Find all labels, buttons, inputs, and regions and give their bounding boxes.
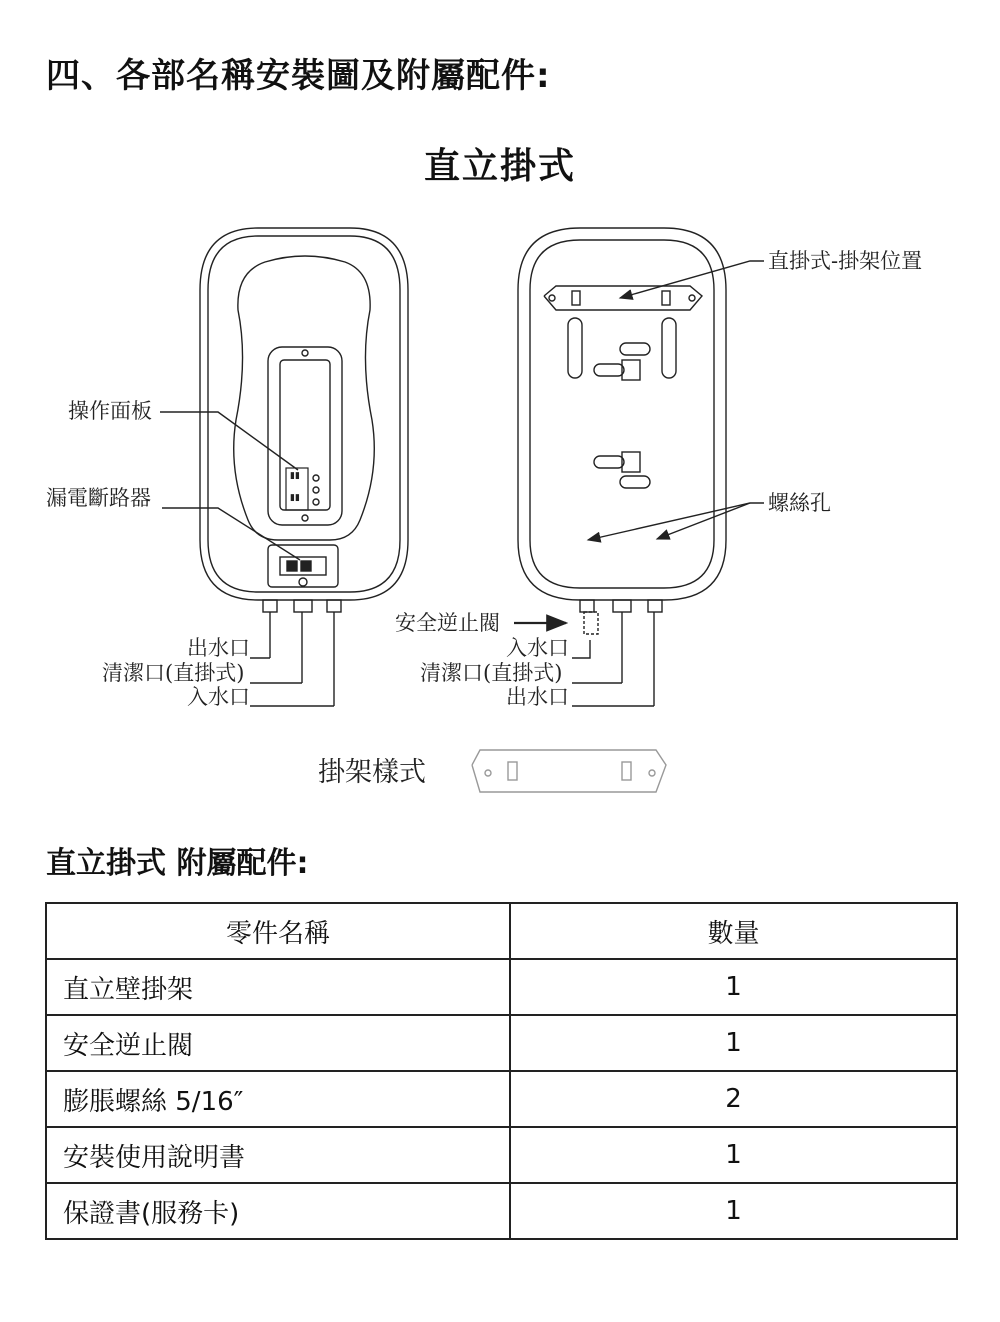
part-qty: 1 [510, 959, 957, 1015]
header-quantity: 數量 [510, 903, 957, 959]
table-row [46, 1015, 957, 1071]
table-row [46, 1127, 957, 1183]
label-outlet-left: 出水口 [187, 636, 250, 660]
front-view-heater [200, 228, 408, 612]
back-view-heater [518, 228, 726, 634]
table-row [46, 1183, 957, 1239]
label-screw-holes: 螺絲孔 [768, 491, 831, 515]
accessories-title: 直立掛式 附屬配件: [46, 846, 309, 881]
accessories-table [45, 902, 958, 1240]
table-row [46, 959, 957, 1015]
table-row [46, 1071, 957, 1127]
table-header-row [46, 903, 957, 959]
part-name: 直立壁掛架 [46, 959, 510, 1015]
part-qty: 1 [510, 1015, 957, 1071]
label-drain-right: 清潔口(直掛式) [420, 661, 563, 685]
label-bracket-position: 直掛式-掛架位置 [768, 249, 923, 273]
section-title: 四、各部名稱安裝圖及附屬配件: [46, 56, 551, 96]
bracket-style-sample [472, 750, 666, 792]
label-bracket-style: 掛架樣式 [318, 757, 426, 788]
diagram-title: 直立掛式 [423, 146, 576, 187]
installation-diagram [0, 215, 1000, 805]
part-name: 膨脹螺絲 5/16″ [46, 1071, 510, 1127]
part-qty: 2 [510, 1071, 957, 1127]
part-qty: 1 [510, 1127, 957, 1183]
part-qty: 1 [510, 1183, 957, 1239]
label-inlet-left: 入水口 [187, 685, 250, 709]
part-name: 安裝使用說明書 [46, 1127, 510, 1183]
label-control-panel: 操作面板 [68, 399, 152, 423]
header-part-name: 零件名稱 [46, 903, 510, 959]
svg-text:▮▮: ▮▮ [290, 493, 300, 503]
label-breaker: 漏電斷路器 [46, 486, 151, 510]
label-drain-left: 清潔口(直掛式) [102, 661, 245, 685]
part-name: 保證書(服務卡) [46, 1183, 510, 1239]
label-inlet-right: 入水口 [506, 636, 569, 660]
part-name: 安全逆止閥 [46, 1015, 510, 1071]
svg-text:▮▮: ▮▮ [290, 471, 300, 481]
label-outlet-right: 出水口 [506, 685, 569, 709]
label-safety-valve: 安全逆止閥 [395, 611, 500, 635]
